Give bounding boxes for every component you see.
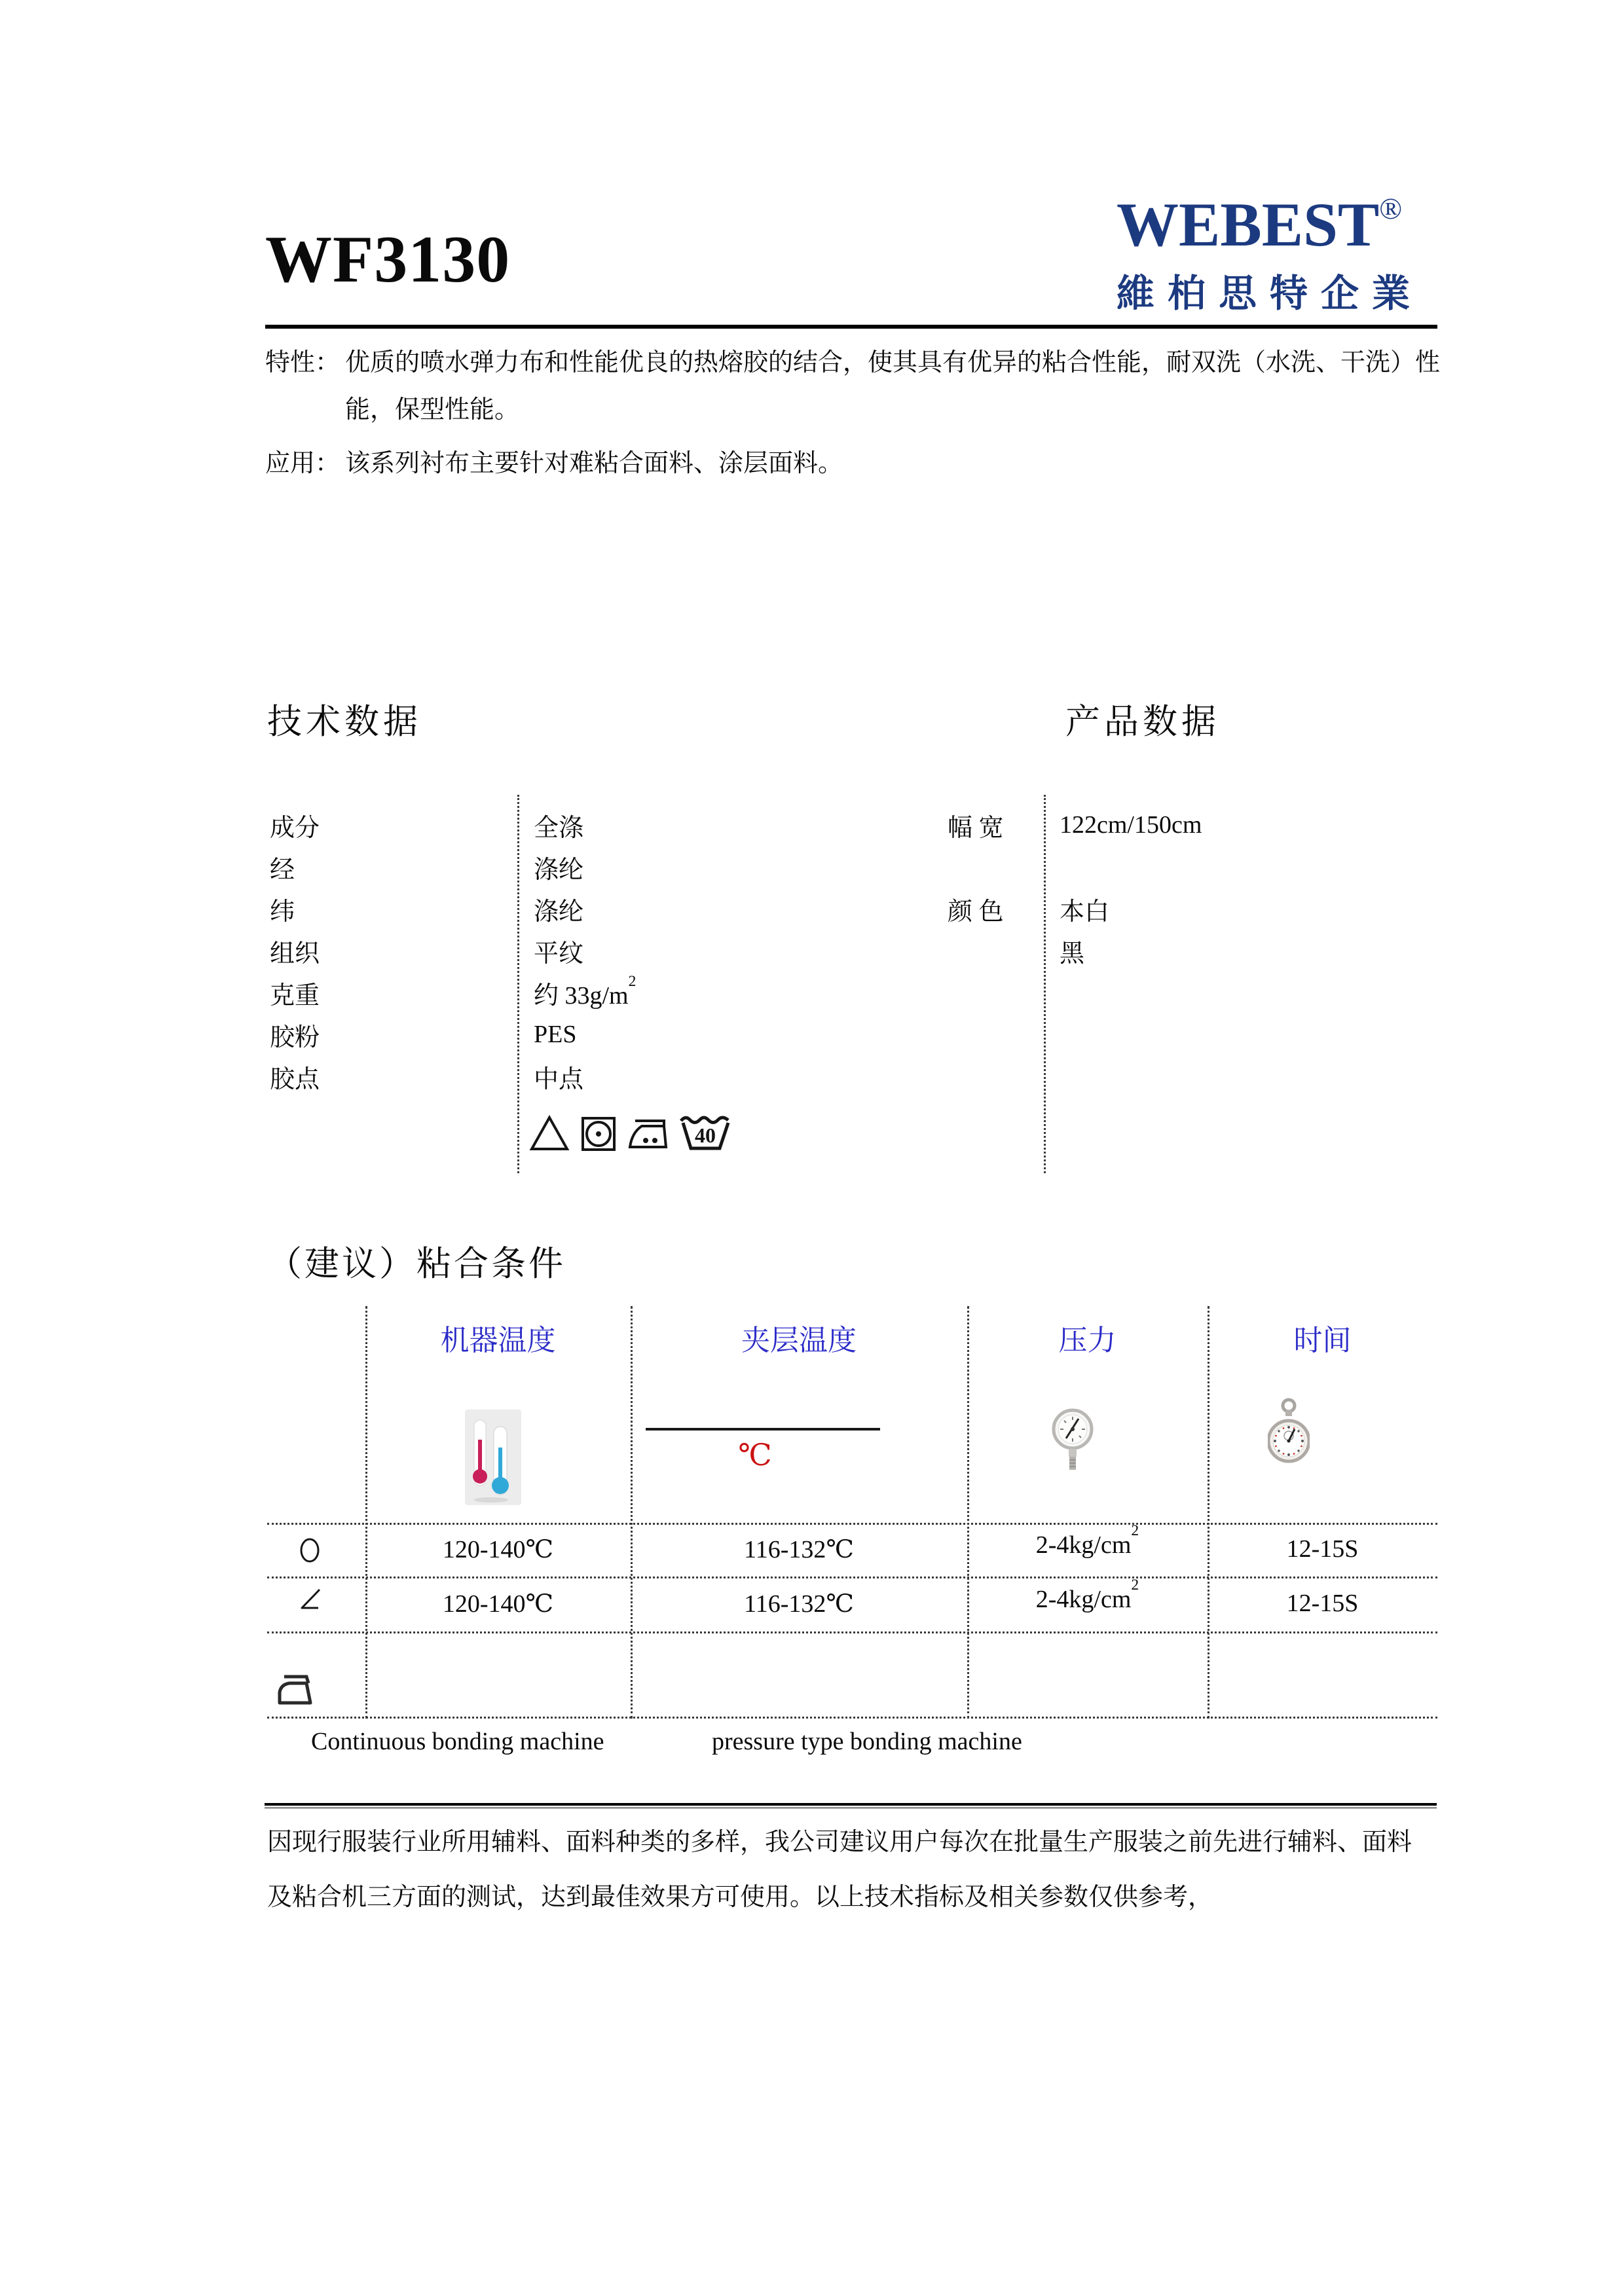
footer-disclaimer: 因现行服装行业所用辅料、面料种类的多样，我公司建议用户每次在批量生产服装之前先进行辅料、面料及粘合机三方面的测试，达到最佳效果方可使用。以上技术指标及相关参数仅供参考， <box>267 1829 1412 1911</box>
row-value: 涤纶 <box>534 898 584 926</box>
pressure-base: 2-4kg/cm <box>1035 1531 1132 1559</box>
pressure-gauge-icon <box>1052 1402 1094 1478</box>
iron-two-dots-icon <box>627 1116 668 1152</box>
row-label: 胶粉 <box>270 1023 320 1051</box>
table-row <box>948 804 1340 846</box>
row-value <box>534 972 637 1011</box>
row-value: 122cm/150cm <box>1060 811 1202 839</box>
company-logo <box>1116 190 1431 318</box>
table-row <box>270 930 912 972</box>
registered-trademark-icon: ® <box>1379 192 1403 225</box>
row-value: 本白 <box>1060 898 1110 926</box>
machine-temp-value: 120-140℃ <box>442 1536 554 1563</box>
application-label: 应用： <box>265 450 341 477</box>
time-value: 12-15S <box>1286 1535 1359 1563</box>
interlayer-temp-value: 116-132℃ <box>744 1536 854 1563</box>
feature-text: 优质的喷水弹力布和性能优良的热熔胶的结合，使其具有优异的粘合性能，耐双洗（水洗、干洗）性能，保型性能。 <box>345 349 1441 424</box>
tumble-dry-icon <box>580 1116 617 1152</box>
column-divider <box>631 1306 633 1719</box>
pressure-superscript: 2 <box>1131 1522 1139 1540</box>
table-row <box>270 972 912 1013</box>
row-divider <box>267 1576 1437 1578</box>
pressure-base: 2-4kg/cm <box>1035 1586 1132 1613</box>
table-row <box>270 1013 912 1055</box>
celsius-symbol: ℃ <box>738 1438 772 1472</box>
pressure-superscript: 2 <box>1131 1576 1139 1594</box>
column-header-interlayer-temp: 夹层温度 <box>741 1324 857 1357</box>
row-label: 胶点 <box>270 1065 320 1093</box>
bleach-triangle-icon <box>529 1114 570 1152</box>
product-table <box>948 804 1340 972</box>
column-header-time: 时间 <box>1293 1324 1352 1357</box>
care-symbols-row <box>529 1108 732 1152</box>
row-value: 涤纶 <box>534 856 584 884</box>
row-label: 经 <box>270 856 295 884</box>
row-label: 成分 <box>270 814 320 842</box>
table-row <box>270 846 912 888</box>
interlayer-temp-line <box>646 1428 880 1430</box>
table-row <box>270 1055 912 1097</box>
row-label: 组织 <box>270 939 320 968</box>
weight-value: 约 33g/m <box>534 981 629 1010</box>
weight-superscript: 2 <box>628 972 637 990</box>
row-value: 平纹 <box>534 939 584 968</box>
column-header-machine-temp: 机器温度 <box>440 1324 556 1357</box>
row-divider <box>267 1523 1437 1525</box>
bonding-conditions-title: （建议）粘合条件 <box>267 1245 566 1283</box>
logo-brand-row <box>1116 190 1431 259</box>
row-label: 颜 色 <box>948 898 1004 926</box>
product-data-title: 产品数据 <box>1065 703 1220 741</box>
column-header-pressure: 压力 <box>1058 1324 1116 1357</box>
column-divider <box>365 1306 367 1719</box>
machine-temp-value: 120-140℃ <box>442 1590 554 1618</box>
pressure-value <box>967 1522 1208 1559</box>
thermometer-icon <box>465 1410 521 1508</box>
stopwatch-icon <box>1268 1398 1310 1474</box>
table-row <box>270 888 912 930</box>
row-value: 黑 <box>1060 939 1085 968</box>
row-label: 纬 <box>270 898 295 926</box>
row-divider <box>267 1717 1437 1719</box>
tech-table <box>270 804 912 1097</box>
bonding-conditions-table <box>267 1306 1437 1719</box>
row-value: 中点 <box>534 1065 584 1093</box>
header-divider-rule <box>265 325 1437 329</box>
logo-brand-text: WEBEST <box>1116 190 1380 259</box>
angle-symbol <box>298 1588 322 1614</box>
product-code-title: WF3130 <box>265 223 511 297</box>
row-value: PES <box>534 1021 577 1048</box>
intro-section <box>265 339 1444 487</box>
continuous-machine-label: Continuous bonding machine <box>311 1728 604 1755</box>
table-row <box>948 888 1340 930</box>
tech-data-title: 技术数据 <box>267 703 422 741</box>
interlayer-temp-value: 116-132℃ <box>744 1590 854 1618</box>
application-text: 该系列衬布主要针对难粘合面料、涂层面料。 <box>345 450 843 477</box>
row-label: 克重 <box>270 981 320 1010</box>
time-value: 12-15S <box>1286 1590 1359 1617</box>
wash-temperature-number: 40 <box>695 1123 716 1147</box>
footer-divider-rule <box>265 1803 1437 1808</box>
wash-40-icon <box>678 1112 732 1152</box>
application-row <box>265 440 1444 487</box>
row-value: 全涤 <box>534 814 584 842</box>
table-row <box>270 804 912 846</box>
column-divider <box>1208 1306 1209 1719</box>
table-row <box>948 930 1340 972</box>
row-divider <box>267 1631 1437 1633</box>
feature-label: 特性： <box>265 349 341 376</box>
table-row-spacer <box>948 846 1340 888</box>
row-label: 幅 宽 <box>948 814 1004 842</box>
circle-symbol <box>299 1537 320 1567</box>
logo-company-name: 維柏思特企業 <box>1116 272 1424 315</box>
pressure-value <box>967 1576 1208 1614</box>
feature-row <box>265 339 1444 433</box>
pressure-machine-label: pressure type bonding machine <box>712 1728 1022 1755</box>
iron-machine-icon <box>274 1671 316 1710</box>
column-divider <box>967 1306 969 1719</box>
